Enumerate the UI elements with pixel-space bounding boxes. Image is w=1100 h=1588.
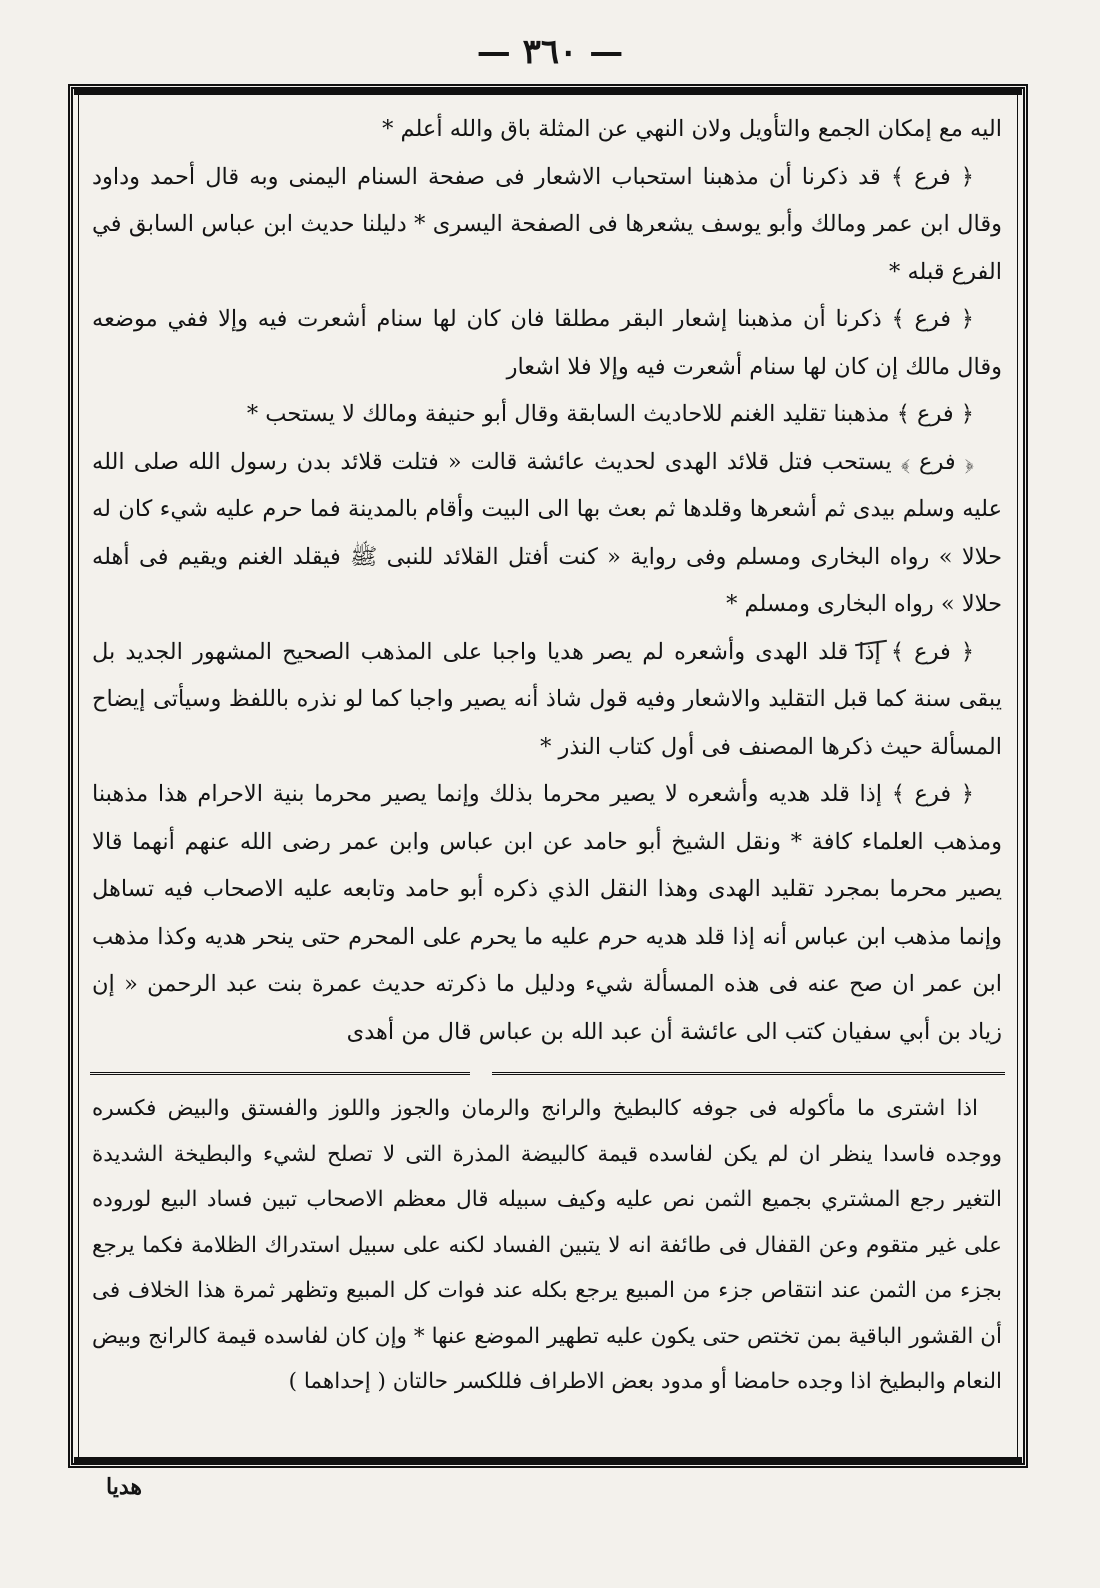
catchword: هديا (106, 1474, 142, 1500)
top-rule (74, 89, 1022, 95)
main-paragraph-1: اليه مع إمكان الجمع والتأويل ولان النهي عن المثلة باق والله أعلم * (382, 116, 1002, 142)
footnote-separator (90, 1072, 1005, 1075)
main-text-block (92, 106, 1002, 1056)
main-paragraph-5: ﴿ فرع ﴾ يستحب فتل قلائد الهدى لحديث عائشة قالت « فتلت قلائد بدن رسول الله صلى الله عليه وسلم بيدى ثم أشعرها وقلدها ثم بعث بها الى البيت وأقام بالمدينة فما حرم عليه شيء كان له حلالا » رواه البخارى ومسلم وفى رواية « كنت أفتل القلائد للنبى ﷺ فيقلد الغنم ويقيم فى أهله حلالا » رواه البخارى ومسلم * (92, 448, 1002, 617)
footnote-paragraph: اذا اشترى ما مأكوله فى جوفه كالبطيخ والرانج والرمان والجوز واللوز والفستق والبيض فكسره ووجده فاسدا ينظر ان لم يكن لفاسده قيمة كالبيضة المذرة التى لا تصلح لشيء والبطيخة الشديدة التغير رجع المشتري بجميع الثمن نص عليه وكيف سبيله قال معظم الاصحاب تبين فساد البيع لوروده على غير متقوم وعن القفال فى طائفة انه لا يتبين الفساد لكنه على سبيل استدراك الظلامة فكما يرجع بجزء من الثمن عند انتقاص جزء من المبيع يرجع بكله عند فوات كل المبيع وتظهر ثمرة هذا الخلاف فى أن القشور الباقية بمن تختص حتى يكون عليه تطهير الموضع عنها * وإن كان لفاسده قيمة كالرانج وبيض النعام والبطيخ اذا وجده حامضا أو مدود بعض الاطراف فللكسر حالتان ( إحداهما ) (92, 1096, 1002, 1394)
main-paragraph-4: ﴿ فرع ﴾ مذهبنا تقليد الغنم للاحاديث السابقة وقال أبو حنيفة ومالك لا يستحب * (246, 401, 974, 427)
separator-gap (470, 1069, 492, 1078)
main-paragraph-6: ﴿ فرع ﴾ إذا قلد الهدى وأشعره لم يصر هديا واجبا على المذهب الصحيح المشهور الجديد بل يبقى سنة كما قبل التقليد والاشعار وفيه قول شاذ أنه يصير واجبا كما لو نذره باللفظ وسيأتى إيضاح المسألة حيث ذكرها المصنف فى أول كتاب النذر * (92, 638, 1002, 760)
bottom-rule (74, 1457, 1022, 1463)
main-paragraph-3: ﴿ فرع ﴾ ذكرنا أن مذهبنا إشعار البقر مطلقا فان كان لها سنام أشعرت فيه وإلا ففي موضعه وقال مالك إن كان لها سنام أشعرت فيه وإلا فلا اشعار (92, 306, 1002, 380)
page-number: — ٣٦٠ — (476, 32, 624, 72)
main-paragraph-2: ﴿ فرع ﴾ قد ذكرنا أن مذهبنا استحباب الاشعار فى صفحة السنام اليمنى وبه قال أحمد وداود وقال ابن عمر ومالك وأبو يوسف يشعرها فى الصفحة اليسرى * دليلنا حديث ابن عباس السابق في الفرع قبله * (92, 163, 1002, 285)
footnote-block (92, 1086, 1002, 1446)
main-paragraph-7: ﴿ فرع ﴾ إذا قلد هديه وأشعره لا يصير محرما بذلك وإنما يصير محرما بنية الاحرام هذا مذهبنا ومذهب العلماء كافة * ونقل الشيخ أبو حامد عن ابن عباس وابن عمر رضى الله عنهم أنهما قالا يصير محرما بمجرد تقليد الهدى وهذا النقل الذي ذكره أبو حامد وتابعه عليه الاصحاب فيه تساهل وإنما مذهب ابن عباس أنه إذا قلد هديه حرم عليه ما يحرم على المحرم حتى ينحر هديه وكذا مذهب ابن عمر ان صح عنه فى هذه المسألة شيء ودليل ما ذكرته حديث عمرة بنت عبد الرحمن « إن زياد بن أبي سفيان كتب الى عائشة أن عبد الله بن عباس قال من أهدى (92, 781, 1002, 1045)
